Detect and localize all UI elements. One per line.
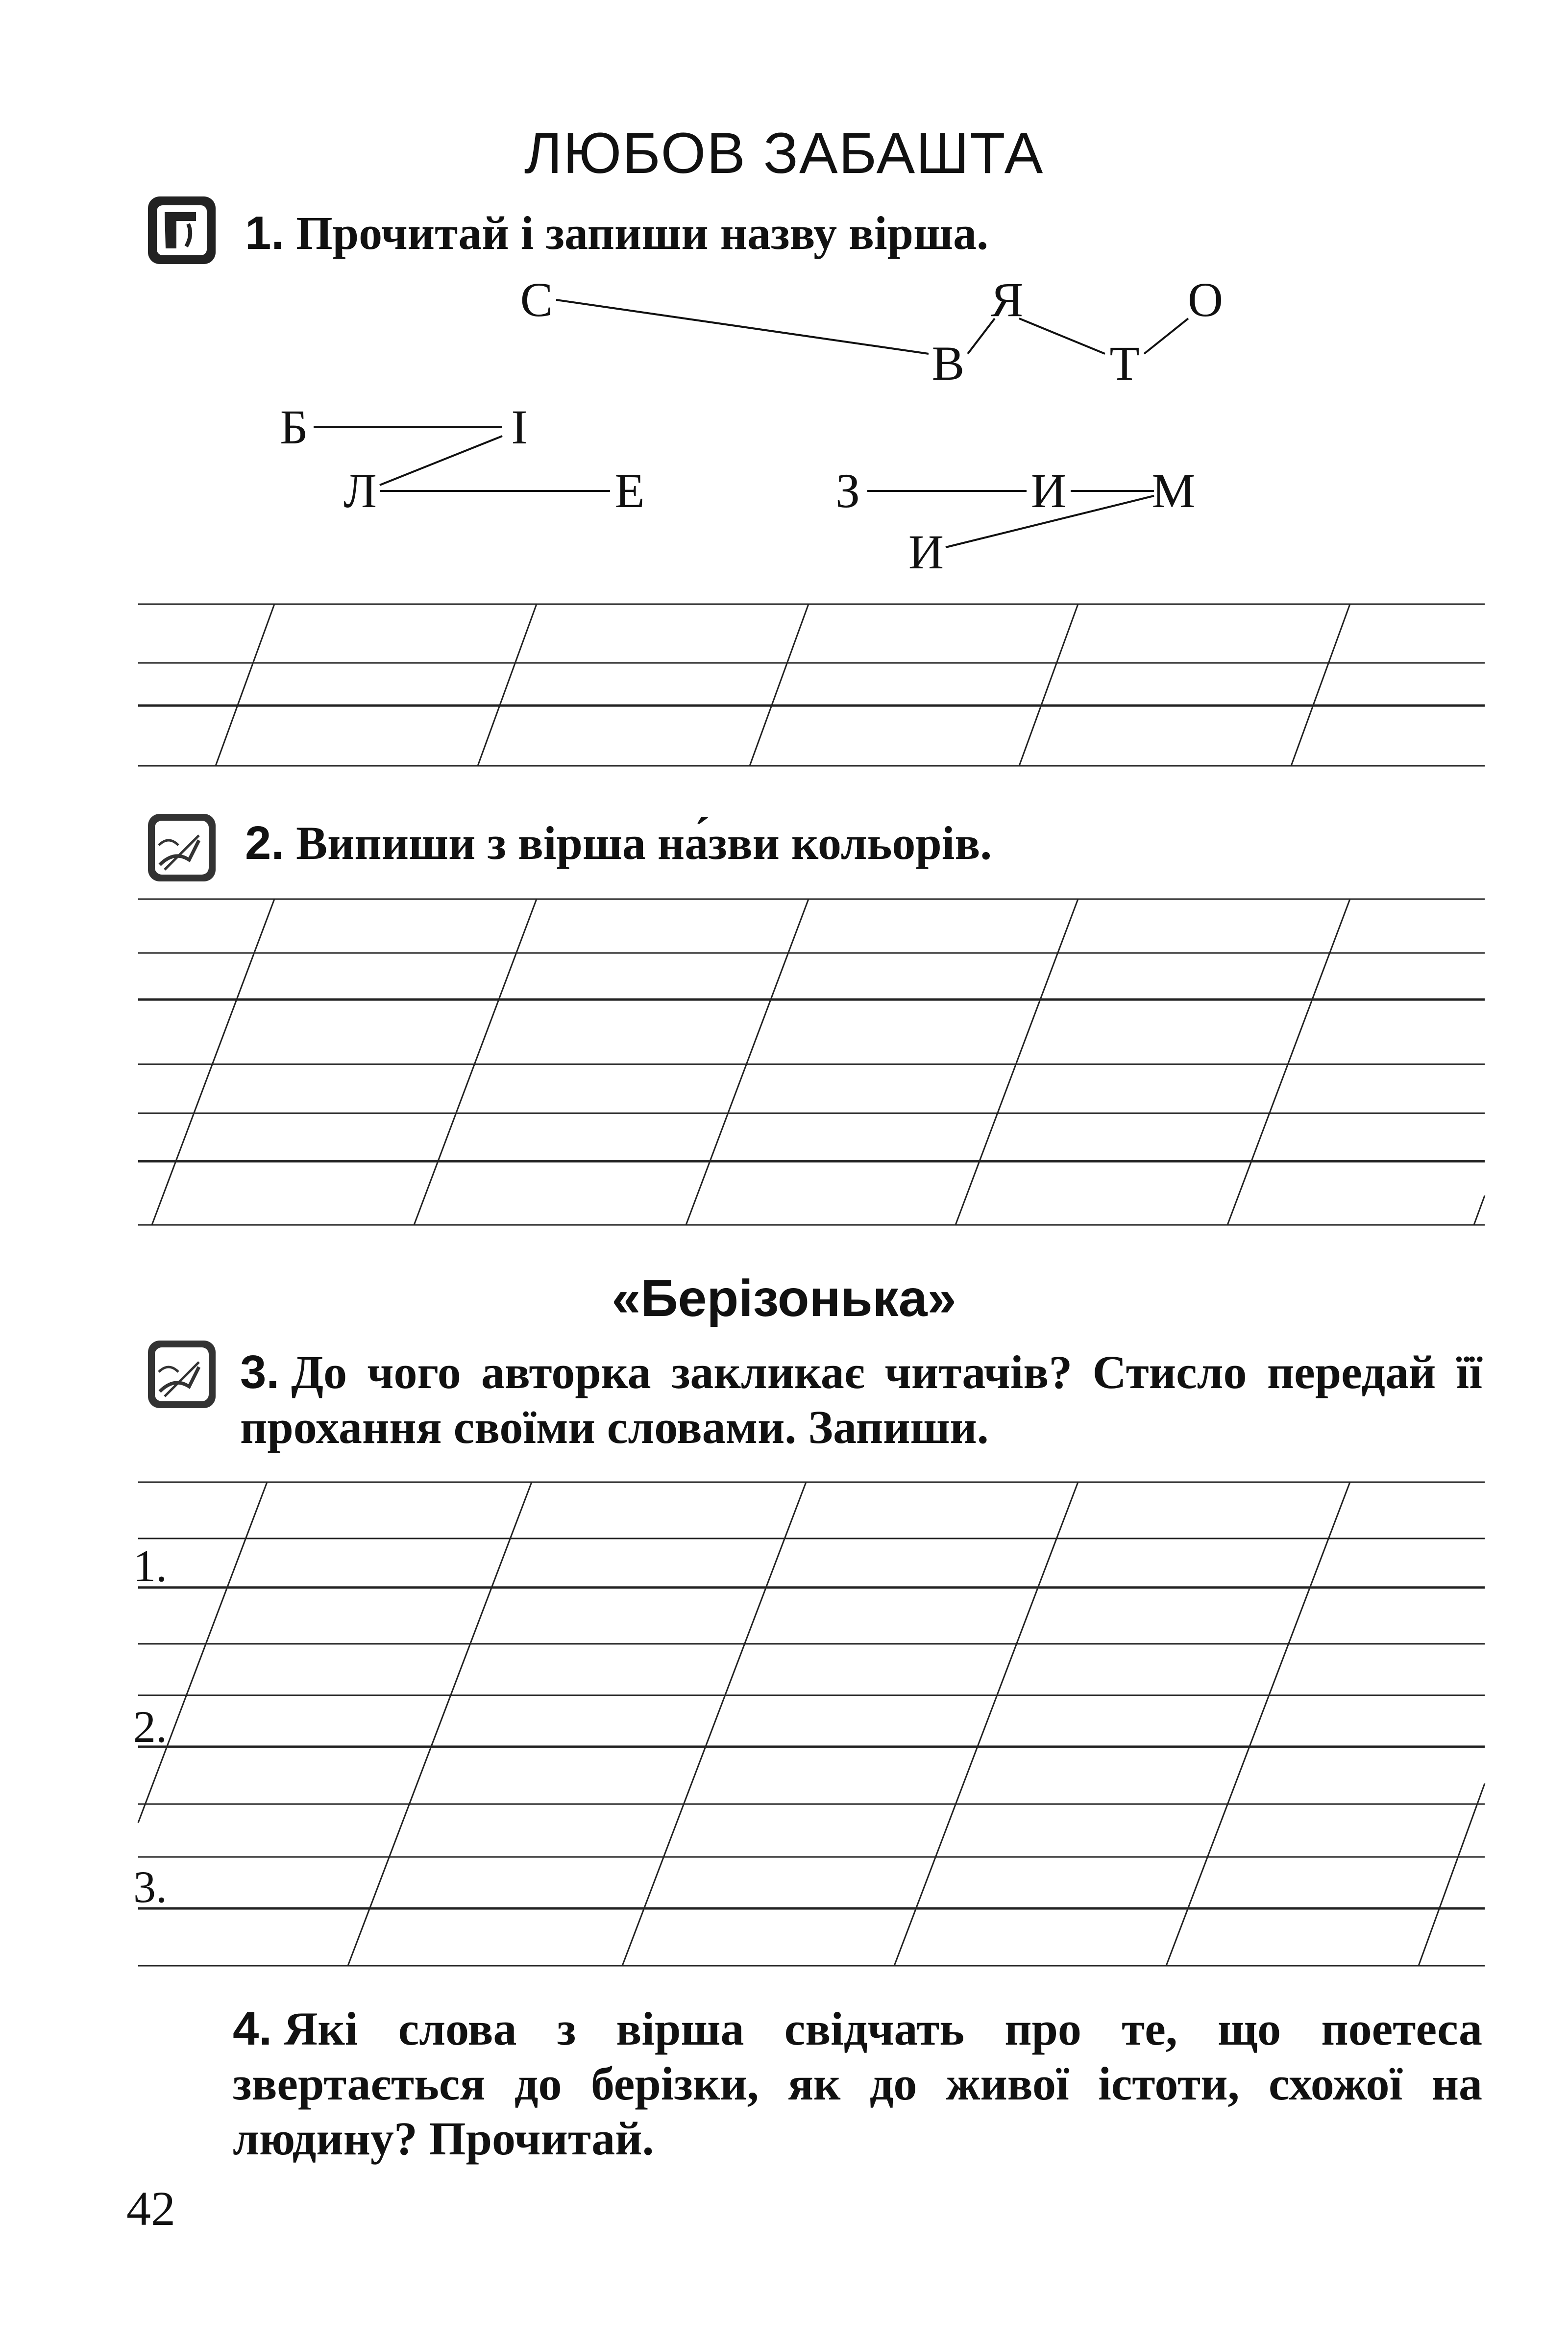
puzzle-letter: І <box>511 400 528 454</box>
task-number: 2. <box>245 817 285 869</box>
puzzle-letter: И <box>1030 464 1067 518</box>
puzzle-connectors <box>314 300 1188 547</box>
puzzle-letter: И <box>908 525 944 579</box>
writing-block-3 <box>138 1482 1485 1966</box>
puzzle-letter: Е <box>614 464 645 518</box>
answer-label-2: 2. <box>133 1702 167 1752</box>
author-heading: ЛЮБОВ ЗАБАШТА <box>524 121 1044 186</box>
puzzle-letter: В <box>931 336 965 390</box>
puzzle-letter: З <box>835 464 860 518</box>
task-text: До чого авторка закликає читачів? Стисло передай її прохання своїми словами. Запиши. <box>240 1346 1482 1453</box>
task-text: Які слова з вірша свідчать про те, що поетеса звертається до берізки, як до живої істоти, схожої на людину? Прочитай. <box>233 2002 1482 2165</box>
puzzle-letter: О <box>1187 272 1224 327</box>
puzzle-letter: Б <box>280 400 308 454</box>
task-number: 1. <box>245 207 285 259</box>
poem-title: «Берізонька» <box>612 1269 956 1327</box>
answer-label-3: 3. <box>133 1862 167 1912</box>
task-text: Прочитай і запиши назву вірша. <box>296 207 989 259</box>
writing-block-1 <box>138 604 1485 766</box>
page-number: 42 <box>126 2181 175 2236</box>
puzzle-letter: М <box>1152 464 1196 518</box>
task-text: Випиши з вірша на́зви кольорів. <box>296 817 992 869</box>
puzzle-letter: Я <box>990 272 1024 327</box>
puzzle-letter: С <box>520 272 553 327</box>
answer-label-1: 1. <box>133 1541 167 1591</box>
writing-block-2 <box>138 899 1485 1225</box>
task-number: 4. <box>233 2002 272 2055</box>
puzzle-letter: Л <box>343 464 377 518</box>
puzzle-letter: Т <box>1109 336 1140 390</box>
task-number: 3. <box>240 1346 280 1398</box>
